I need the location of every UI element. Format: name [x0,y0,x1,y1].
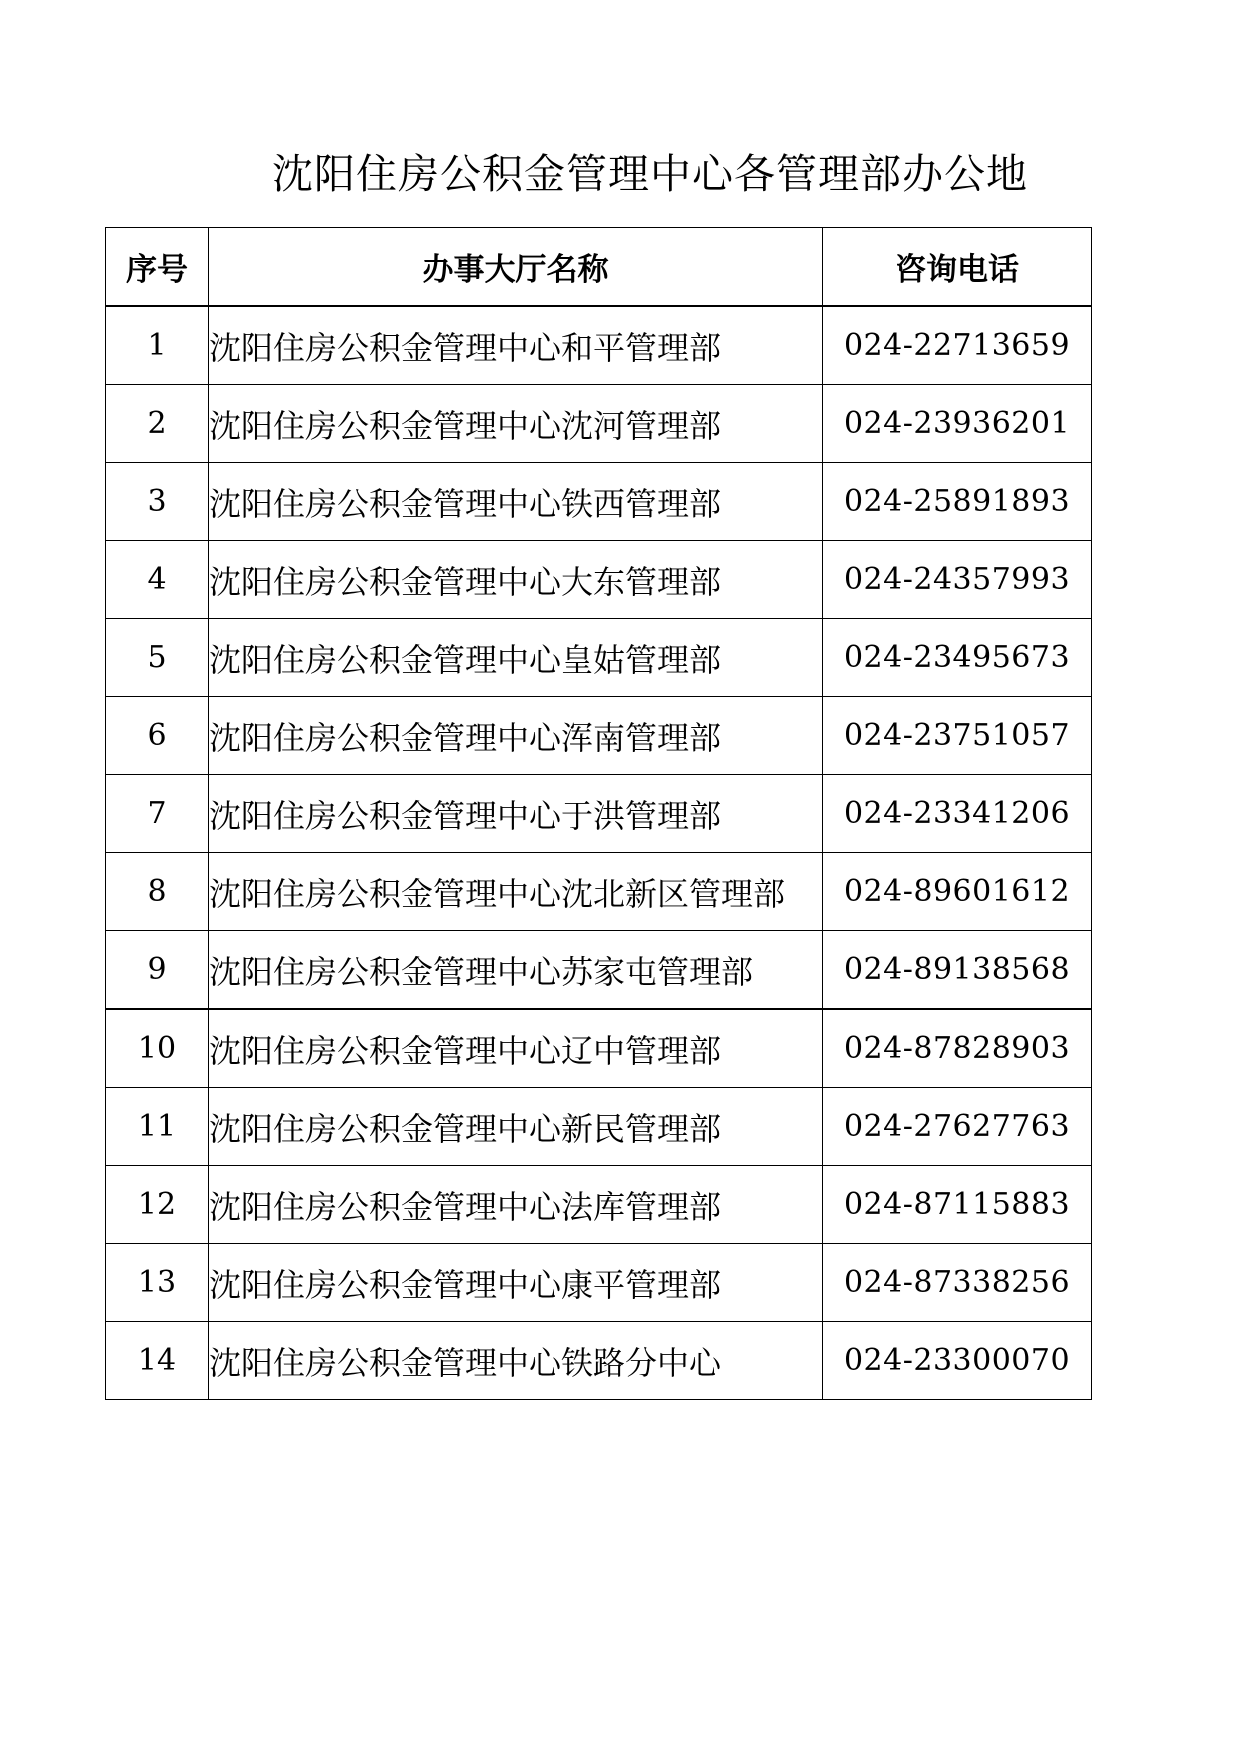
header-phone: 咨询电话 [823,228,1092,307]
phone-number: 024-24357993 [823,541,1092,619]
row-index: 6 [106,697,209,775]
office-name: 沈阳住房公积金管理中心新民管理部 [209,1088,823,1166]
phone-number: 024-87115883 [823,1166,1092,1244]
phone-number: 024-89138568 [823,931,1092,1010]
phone-number: 024-23495673 [823,619,1092,697]
phone-number: 024-25891893 [823,463,1092,541]
row-index: 8 [106,853,209,931]
phone-number: 024-87338256 [823,1244,1092,1322]
page-title: 沈阳住房公积金管理中心各管理部办公地 [272,150,1028,198]
table-row [106,931,1092,1010]
office-name: 沈阳住房公积金管理中心和平管理部 [209,306,823,385]
office-name: 沈阳住房公积金管理中心大东管理部 [209,541,823,619]
office-name: 沈阳住房公积金管理中心皇姑管理部 [209,619,823,697]
office-name: 沈阳住房公积金管理中心沈河管理部 [209,385,823,463]
phone-number: 024-22713659 [823,306,1092,385]
phone-number: 024-23936201 [823,385,1092,463]
phone-number: 024-23341206 [823,775,1092,853]
row-index: 7 [106,775,209,853]
phone-number: 024-89601612 [823,853,1092,931]
row-index: 12 [106,1166,209,1244]
table-row [106,853,1092,931]
row-index: 10 [106,1009,209,1088]
table-row [106,385,1092,463]
office-name: 沈阳住房公积金管理中心铁西管理部 [209,463,823,541]
table-row [106,619,1092,697]
row-index: 11 [106,1088,209,1166]
office-name: 沈阳住房公积金管理中心辽中管理部 [209,1009,823,1088]
table-row [106,775,1092,853]
row-index: 5 [106,619,209,697]
office-name: 沈阳住房公积金管理中心康平管理部 [209,1244,823,1322]
row-index: 4 [106,541,209,619]
office-name: 沈阳住房公积金管理中心法库管理部 [209,1166,823,1244]
office-directory-table [105,227,1092,1400]
phone-number: 024-87828903 [823,1009,1092,1088]
row-index: 14 [106,1322,209,1400]
row-index: 13 [106,1244,209,1322]
office-name: 沈阳住房公积金管理中心于洪管理部 [209,775,823,853]
header-index: 序号 [106,228,209,307]
header-name: 办事大厅名称 [209,228,823,307]
row-index: 2 [106,385,209,463]
phone-number: 024-23751057 [823,697,1092,775]
office-name: 沈阳住房公积金管理中心浑南管理部 [209,697,823,775]
table-row [106,1088,1092,1166]
table-header-row [106,228,1092,307]
table-row [106,463,1092,541]
office-name: 沈阳住房公积金管理中心苏家屯管理部 [209,931,823,1010]
table-row [106,1322,1092,1400]
table-body [106,306,1092,1400]
table-row [106,1009,1092,1088]
table-row [106,541,1092,619]
table-row [106,1244,1092,1322]
row-index: 1 [106,306,209,385]
table-row [106,1166,1092,1244]
table-header [106,228,1092,307]
phone-number: 024-23300070 [823,1322,1092,1400]
office-name: 沈阳住房公积金管理中心沈北新区管理部 [209,853,823,931]
row-index: 3 [106,463,209,541]
office-name: 沈阳住房公积金管理中心铁路分中心 [209,1322,823,1400]
table-row [106,306,1092,385]
table-row [106,697,1092,775]
phone-number: 024-27627763 [823,1088,1092,1166]
row-index: 9 [106,931,209,1010]
